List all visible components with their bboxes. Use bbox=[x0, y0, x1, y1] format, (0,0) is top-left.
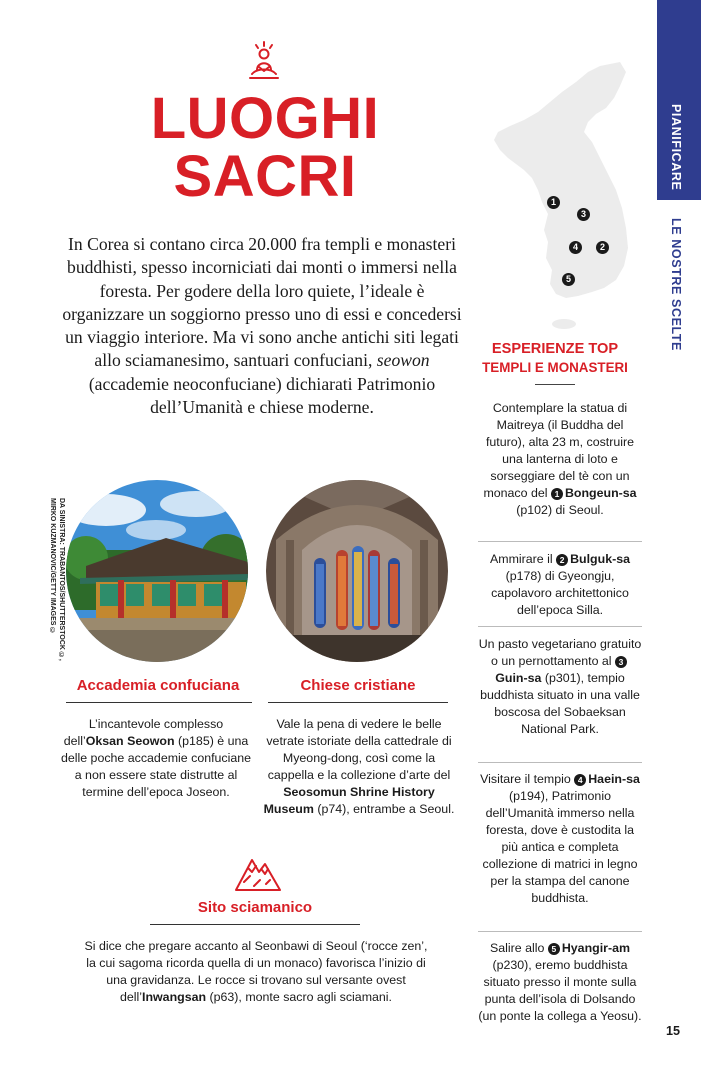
caption-heading-confucian: Accademia confuciana bbox=[76, 677, 240, 694]
experience-3-number: 3 bbox=[615, 656, 627, 668]
caption-1-text-b: (p185) è una delle poche accademie confuciane a non essere state distrutte al termine dell’epoca Joseon. bbox=[60, 734, 252, 799]
map-pin-2: 2 bbox=[596, 241, 609, 254]
experiences-rule bbox=[535, 384, 575, 385]
experience-1-text-b: (p102) di Seoul. bbox=[516, 503, 604, 517]
shaman-text-b: (p63), monte sacro agli sciamani. bbox=[206, 990, 393, 1004]
mountain-icon bbox=[234, 850, 282, 892]
caption-text-churches bbox=[262, 716, 456, 818]
experience-3-text-b: (p301), tempio buddhista situato in una valle boscosa del Sobaeksan National Park. bbox=[480, 671, 640, 736]
experience-item-2 bbox=[478, 551, 642, 619]
caption-heading-churches: Chiese cristiane bbox=[300, 677, 416, 694]
side-tab-label-secondary: LE NOSTRE SCELTE bbox=[669, 218, 683, 351]
photo-cathedral-interior bbox=[266, 480, 448, 662]
experience-2-bold: Bulguk-sa bbox=[570, 552, 630, 566]
photo-credit bbox=[44, 498, 66, 668]
caption-2-bold: Seosomun Shrine History Museum bbox=[263, 785, 435, 816]
intro-text-a: In Corea si contano circa 20.000 fra templi e monasteri buddhisti, spesso incorniciati dai monti o immersi nella foresta. Per godere della loro quiete, l’ideale è organizzare un soggiorno presso uno di essi e concedersi un viaggio interiore. Ma vi sono anche antichi siti legati allo sciamanesimo, santuari confuciani, bbox=[62, 234, 462, 371]
photo-confucian-academy bbox=[66, 480, 248, 662]
intro-italic-term: seowon bbox=[376, 350, 430, 371]
photo-credit-line-2: MIRKO KUZMANOVIC/GETTY IMAGES © bbox=[49, 498, 56, 635]
experience-5-bold: Hyangir-am bbox=[561, 941, 631, 955]
shaman-text-a: Si dice che pregare accanto al Seonbawi di Seoul (‘rocce zen’, la cui sagoma ricorda quella di un monaco) favorisca l’inizio di una gravidanza. Le rocce si trovano sul versante ovest dell’ bbox=[84, 939, 428, 1004]
intro-text-b: (accademie neoconfuciane) dichiarati Patrimonio dell’Umanità e chiese moderne. bbox=[88, 373, 436, 418]
experience-3-text-a: Un pasto vegetariano gratuito o un pernottamento al bbox=[478, 637, 642, 668]
experiences-subheading: TEMPLI E MONASTERI bbox=[482, 360, 628, 375]
caption-rule-1 bbox=[66, 702, 252, 703]
intro-paragraph bbox=[62, 233, 462, 419]
page-number: 15 bbox=[666, 1024, 681, 1038]
shaman-heading: Sito sciamanico bbox=[197, 899, 313, 916]
meditation-icon bbox=[247, 40, 281, 82]
shaman-text bbox=[80, 938, 432, 1006]
experience-item-4 bbox=[478, 771, 642, 907]
experience-5-number: 5 bbox=[548, 943, 560, 955]
caption-2-text-a: Vale la pena di vedere le belle vetrate istoriate della cattedrale di Myeong-dong, così come la cappella e la collezione d’arte del bbox=[266, 717, 452, 782]
experience-item-1 bbox=[478, 400, 642, 519]
experiences-heading: ESPERIENZE TOP bbox=[491, 341, 619, 357]
experience-item-5 bbox=[478, 940, 642, 1025]
map-pin-1: 1 bbox=[547, 196, 560, 209]
experience-1-text-a: Contemplare la statua di Maitreya (il Buddha del futuro), alta 23 m, costruire una lanterna di loto e sorseggiare del tè con un monaco del bbox=[483, 401, 635, 500]
experience-4-bold: Haein-sa bbox=[588, 772, 640, 786]
side-tab-label-primary: PIANIFICARE bbox=[669, 104, 683, 191]
experience-2-number: 2 bbox=[556, 554, 568, 566]
experience-separator-2 bbox=[478, 626, 642, 627]
map-pin-3: 3 bbox=[577, 208, 590, 221]
page-title bbox=[120, 86, 410, 209]
caption-text-confucian bbox=[60, 716, 252, 801]
experience-separator-1 bbox=[478, 541, 642, 542]
experience-1-bold: Bongeun-sa bbox=[564, 486, 637, 500]
experience-3-bold: Guin-sa bbox=[495, 671, 542, 685]
experience-2-text-b: (p178) di Gyeongju, capolavoro architettonico dell’epoca Silla. bbox=[491, 569, 629, 617]
experience-item-3 bbox=[478, 636, 642, 738]
experience-4-number: 4 bbox=[574, 774, 586, 786]
experience-separator-4 bbox=[478, 931, 642, 932]
title-line-1: LUOGHI bbox=[150, 86, 380, 151]
experience-separator-3 bbox=[478, 762, 642, 763]
experience-1-number: 1 bbox=[551, 488, 563, 500]
caption-rule-2 bbox=[268, 702, 448, 703]
caption-2-text-b: (p74), entrambe a Seoul. bbox=[313, 802, 455, 816]
experience-5-text-b: (p230), eremo buddhista situato presso il monte sulla punta dell’isola di Dolsando (un ponte la collega a Yeosu). bbox=[478, 958, 642, 1023]
caption-1-bold: Oksan Seowon bbox=[85, 734, 175, 748]
caption-1-text-a: L’incantevole complesso dell’ bbox=[63, 717, 224, 748]
photo-credit-line-1: DA SINISTRA: TRABANTOS/SHUTTERSTOCK ©, bbox=[58, 498, 65, 661]
map-pin-5: 5 bbox=[562, 273, 575, 286]
title-line-2: SACRI bbox=[173, 144, 357, 209]
experience-4-text-b: (p194), Patrimonio dell’Umanità immerso nella foresta, dove è custodita la più antica e completa collezione di matrici in legno per la stampa del canone buddhista. bbox=[482, 789, 638, 905]
side-tab bbox=[657, 0, 701, 360]
experience-5-text-a: Salire allo bbox=[489, 941, 548, 955]
experience-2-text-a: Ammirare il bbox=[490, 552, 557, 566]
shaman-bold: Inwangsan bbox=[142, 990, 207, 1004]
experience-4-text-a: Visitare il tempio bbox=[480, 772, 575, 786]
shaman-rule bbox=[150, 924, 360, 925]
map-pin-4: 4 bbox=[569, 241, 582, 254]
korea-map bbox=[488, 62, 640, 354]
